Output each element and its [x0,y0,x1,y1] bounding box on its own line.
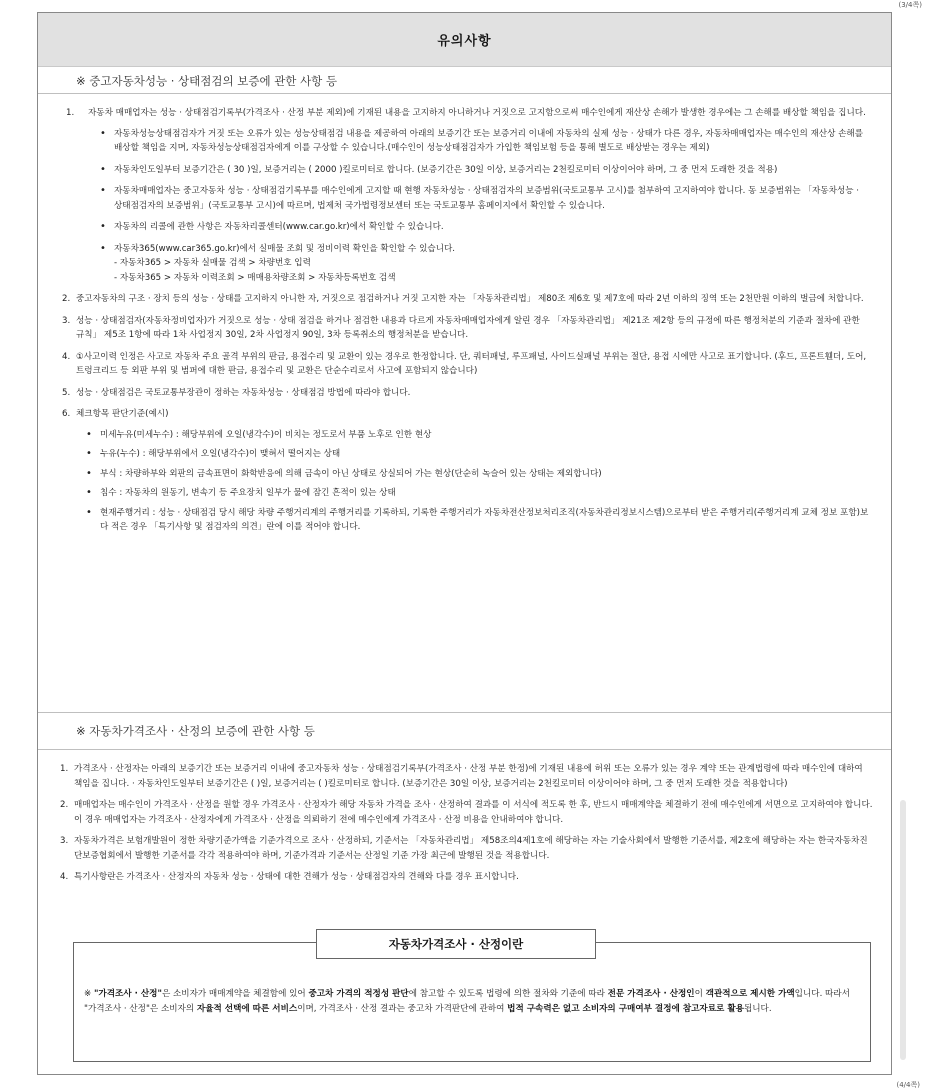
bullet-item: • 미세누유(미세누수) : 해당부위에 오일(냉각수)이 비치는 정도로서 부품 노후로 인한 현상 [76,428,869,443]
info-emphasis: 중고차 가격의 적정성 판단 [308,989,409,999]
info-emphasis: "가격조사 · 산정" [93,989,162,999]
list-item [62,386,869,401]
item-text: 자동차가격은 보험개발원이 정한 차량기준가액을 기준가격으로 조사 · 산정하되, 기준서는 「자동차관리법」 제58조의4제1호에 해당하는 자는 기술사회에서 발행한 기준서를, 제2호에 해당하는 자는 한국자동차진단보증협회에서 발행한 기준서를 각각 적용하여야 하며, 기준가격과 기준서는 산정일 기준 가장 최근에 발행된 것을 적용합니다. [74,836,868,861]
info-text: 이 [694,989,706,999]
page-number-top: (3/4쪽) [898,1,922,9]
bullet-item: • 자동차성능상태점검자가 거짓 또는 오류가 있는 성능상태점검 내용을 제공하여 아래의 보증기간 또는 보증거리 이내에 자동차의 실제 성능 · 상태가 다른 경우, 자동차매매업자는 매수인의 재산상 손해를 배상할 책임을 지며, 자동차성능상태점검자에게 이를 구상할 수 있습니다.(매수인이 성능상태점검자가 가입한 책임보험 등을 통해 별도로 배상받는 경우는 제외) [88,127,869,156]
item-number: 4. [60,872,69,882]
bullet-item: • 자동차매매업자는 중고자동차 성능 · 상태점검기록부를 매수인에게 고지할 때 현행 자동차성능 · 상태점검자의 보증범위(국토교통부 고시)를 첨부하여 고지하여야 합니다. 동 보증범위는 「자동차성능 · 상태점검자의 보증범위」(국토교통부 고시)에 따르며, 법제처 국가법령정보센터 또는 국토교통부 홈페이지에서 확인할 수 있습니다. [88,184,869,213]
bullet-item: • 자동차인도일부터 보증기간은 ( 30 )일, 보증거리는 ( 2000 )킬로미터로 합니다. (보증기간은 30일 이상, 보증거리는 2천킬로미터 이상이어야 하며, 그 중 먼저 도래한 것을 적용) [88,163,869,178]
info-text: 입니다. 따라서 "가격조사 · 산정"은 소비자의 [84,989,850,1014]
section2-body [38,750,891,885]
item-text: 성능 · 상태점검자(자동차정비업자)가 거짓으로 성능 · 상태 점검을 하거나 점검한 내용과 다르게 자동차매매업자에게 알린 경우 「자동차관리법」 제21조 제2항 등의 규정에 따른 행정처분의 기준과 절차에 관한 규칙」 제5조 1항에 따라 1차 사업정지 30일, 2차 사업정지 90일, 3차 등록취소의 행정처분을 받습니다. [76,315,860,340]
section1-body [38,94,891,712]
bullet-subline: - 자동차365 > 자동차 이력조회 > 매매용차량조회 > 자동차등록번호 검색 [114,272,396,283]
scrollbar[interactable] [900,800,906,1060]
page-number-bottom: (4/4쪽) [896,1081,920,1088]
bullet-item [88,242,869,286]
item-number: 4. [62,351,71,362]
item-text: 특기사항란은 가격조사 · 산정자의 자동차 성능 · 상태에 대한 견해가 성능 · 상태점검자의 견해와 다를 경우 표시합니다. [74,872,519,882]
info-text: 됩니다. [743,1004,772,1014]
bullet-subline: - 자동차365 > 자동차 실매물 검색 > 차량번호 입력 [114,258,311,268]
list-item [60,870,873,885]
item-text: ①사고이력 인정은 사고로 자동차 주요 골격 부위의 판금, 용접수리 및 교환이 있는 경우로 한정합니다. 단, 쿼터패널, 루프패널, 사이드실패널 부위는 절단, 용접 시에만 사고로 표기합니다. (후드, 프론트휀더, 도어, 트렁크리드 등 외판 부위 및 범퍼에 대한 판금, 용접수리 및 교환은 단순수리로서 사고에 포함되지 않습니다) [76,351,867,376]
info-emphasis: 전문 가격조사 · 산정인 [607,989,695,999]
item-number: 6. [62,409,71,419]
item-text: 자동차 매매업자는 성능 · 상태점검기록부(가격조사 · 산정 부분 제외)에 기재된 내용을 고지하지 아니하거나 거짓으로 고지함으로써 매수인에게 재산상 손해가 발생한 경우에는 그 손해를 배상할 책임을 집니다. [88,108,866,118]
item-text: 성능 · 상태점검은 국토교통부장관이 정하는 자동차성능 · 상태점검 방법에 따라야 합니다. [76,387,411,398]
notice-document [37,12,892,1075]
bullet-text: • 자동차365(www.car365.go.kr)에서 실매물 조회 및 정비이력 확인을 확인할 수 있습니다. [114,243,456,254]
item-text: 체크항목 판단기준(예시) [76,409,169,419]
bullet-list [76,428,869,535]
item-text: 중고자동차의 구조 · 장치 등의 성능 · 상태를 고지하지 아니한 자, 거짓으로 점검하거나 거짓 고지한 자는 「자동차관리법」 제80조 제6호 및 제7호에 따라 2년 이하의 징역 또는 2천만원 이하의 벌금에 처합니다. [76,294,864,304]
list-item [62,407,869,535]
bullet-item: • 자동차의 리콜에 관한 사항은 자동차리콜센터(www.car.go.kr)에서 확인할 수 있습니다. [88,220,869,235]
item-number: 2. [60,800,69,810]
page-title: 유의사항 [437,34,492,49]
bullet-list [88,127,869,286]
item-number: 2. [62,294,71,304]
item-number: 3. [62,315,71,326]
notice-header [38,13,891,67]
price-assessment-info-box [73,937,871,1062]
item-number: 3. [60,836,69,846]
list-item [60,762,873,791]
item-text: 매매업자는 매수인이 가격조사 · 산정을 원할 경우 가격조사 · 산정자가 해당 자동차 가격을 조사 · 산정하여 결과를 이 서식에 적도록 한 후, 반드시 매매계약을 체결하기 전에 매수인에게 서면으로 고지하여야 합니다. 이 경우 매매업자는 가격조사 · 산정자에게 가격조사 · 산정을 의뢰하기 전에 매수인에게 가격조사 · 산정 비용을 안내하여야 합니다. [74,800,873,825]
item-number: 1. [66,108,75,118]
info-emphasis: 자율적 선택에 따른 서비스 [196,1004,298,1014]
bullet-item: • 누유(누수) : 해당부위에서 오일(냉각수)이 맺혀서 떨어지는 상태 [76,447,869,462]
info-box-text [84,987,858,1017]
info-emphasis: 객관적으로 제시한 가액 [705,989,795,999]
info-text: 이며, 가격조사 · 산정 결과는 중고차 가격판단에 관하여 [297,1004,508,1014]
list-item [62,314,869,343]
info-box-title: 자동차가격조사 · 산정이란 [316,929,596,959]
info-text: 은 소비자가 매매계약을 체결함에 있어 [161,989,309,999]
info-emphasis: 법적 구속력은 없고 소비자의 구매여부 결정에 참고자료로 활용 [507,1004,744,1014]
bullet-item: • 현재주행거리 : 성능 · 상태점검 당시 해당 차량 주행거리계의 주행거리를 기록하되, 기록한 주행거리가 자동차전산정보처리조직(자동차관리정보시스템)으로부터 받은 주행거리(주행거리계 교체 정보 포함)보다 적은 경우 「특기사항 및 점검자의 의견」란에 이를 적어야 합니다. [76,506,869,535]
section1-title: ※ 중고자동차성능 · 상태점검의 보증에 관한 사항 등 [38,68,891,94]
bullet-item: • 침수 : 자동차의 원동기, 변속기 등 주요장치 일부가 물에 잠긴 흔적이 있는 상태 [76,486,869,501]
info-text: ※ [84,989,94,999]
list-item [60,798,873,827]
list-item [62,350,869,379]
section2-title: ※ 자동차가격조사 · 산정의 보증에 관한 사항 등 [38,712,891,750]
bullet-item: • 부식 : 차량하부와 외판의 금속표면이 화학반응에 의해 금속이 아닌 상태로 상실되어 가는 현상(단순히 녹슬어 있는 상태는 제외합니다) [76,467,869,482]
item-number: 5. [62,387,71,398]
list-item [62,106,869,285]
list-item [60,834,873,863]
list-item [62,292,869,307]
info-text: 에 참고할 수 있도록 법령에 의한 절차와 기준에 따라 [408,989,608,999]
item-text: 가격조사 · 산정자는 아래의 보증기간 또는 보증거리 이내에 중고자동차 성능 · 상태점검기록부(가격조사 · 산정 부분 한정)에 기재된 내용에 허위 또는 오류가 있는 경우 계약 또는 관계법령에 따라 매수인에 대하여 책임을 집니다. · 자동차인도일부터 보증기간은 ( )일, 보증거리는 ( )킬로미터로 합니다. (보증기간은 30일 이상, 보증거리는 2천킬로미터 이상이어야 하며, 그 중 먼저 도래한 것을 적용합니다) [74,764,863,789]
item-number: 1. [60,764,69,774]
